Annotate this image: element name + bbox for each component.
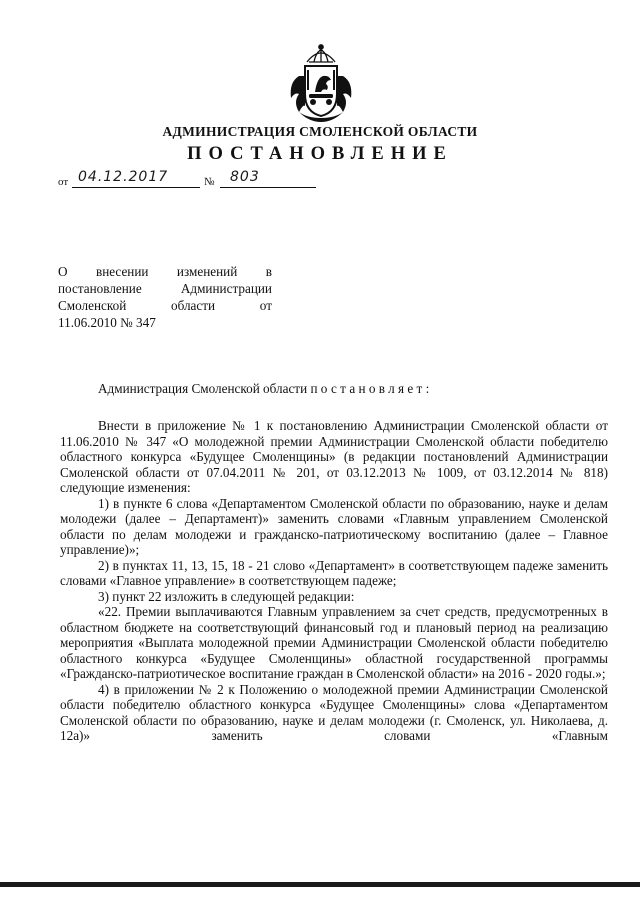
- date-value: 04.12.2017: [78, 169, 169, 185]
- paragraph-item-4: 4) в приложении № 2 к Положению о молодежной премии Администрации Смоленской области победителю областного конкурса «Будущее Смоленщины» слова «Департаментом Смоленской области по образованию, науке и делам молодежи (г. Смоленск, ул. Николаева, д. 12а)» заменить словами «Главным: [60, 681, 608, 743]
- document-subject: [58, 263, 272, 331]
- number-underline: [220, 187, 316, 188]
- subject-word: изменений: [176, 264, 238, 279]
- subject-word: постановление: [58, 281, 142, 296]
- subject-word: в: [265, 264, 272, 279]
- resolution-intro: [60, 381, 608, 397]
- document-date-number: [58, 170, 318, 190]
- date-label: от: [58, 176, 69, 188]
- paragraph-item-2: 2) в пунктах 11, 13, 15, 18 - 21 слово «Департамент» в соответствующем падеже заменить словами «Главное управление» в соответствующем падеже;: [60, 557, 608, 588]
- subject-word: области: [171, 298, 216, 313]
- paragraph-item-3: 3) пункт 22 изложить в следующей редакции:: [98, 588, 355, 604]
- subject-reference: 11.06.2010 № 347: [58, 315, 156, 330]
- intro-text: Администрация Смоленской области: [98, 381, 308, 396]
- paragraph-quote-22: «22. Премии выплачиваются Главным управлением за счет средств, предусмотренных в областном бюджете на соответствующий финансовый год и плановый период на реализацию мероприятия «Выплата молодежной премии Администрации Смоленской области победителю областного конкурса «Будущее Смоленщины» областной государственной программы «Гражданско-патриотическое воспитание граждан в Смоленской области» на 2016 - 2020 годы.»;: [60, 604, 608, 681]
- document-type-title: ПОСТАНОВЛЕНИЕ: [187, 144, 453, 164]
- intro-spaced-verb: постановляет:: [310, 381, 433, 396]
- document-body: [60, 418, 608, 744]
- number-label: №: [204, 176, 215, 188]
- page-bottom-border: [0, 882, 640, 887]
- paragraph-main: Внести в приложение № 1 к постановлению Администрации Смоленской области от 11.06.2010 № 347 «О молодежной премии Администрации Смоленской области победителю областного конкурса «Будущее Смоленщины» (в редакции постановлений Администрации Смоленской области от 07.04.2011 № 201, от 03.12.2013 № 1009, от 03.12.2014 № 818) следующие изменения:: [60, 418, 608, 495]
- subject-word: от: [259, 298, 272, 313]
- smolensk-coat-of-arms-icon: [285, 42, 357, 124]
- subject-word: Смоленской: [58, 298, 127, 313]
- organization-name: АДМИНИСТРАЦИЯ СМОЛЕНСКОЙ ОБЛАСТИ: [162, 124, 478, 139]
- date-underline: [72, 187, 200, 188]
- subject-word: Администрации: [180, 281, 272, 296]
- number-value: 803: [230, 169, 260, 185]
- paragraph-item-1: 1) в пункте 6 слова «Департаментом Смоленской области по образованию, науке и делам молодежи (далее – Департамент)» заменить словами «Главным управлением Смоленской области по делам молодежи и гражданско-патриотическому воспитанию (далее – Главное управление)»;: [60, 495, 608, 557]
- subject-word: О: [58, 264, 68, 279]
- subject-word: внесении: [95, 264, 149, 279]
